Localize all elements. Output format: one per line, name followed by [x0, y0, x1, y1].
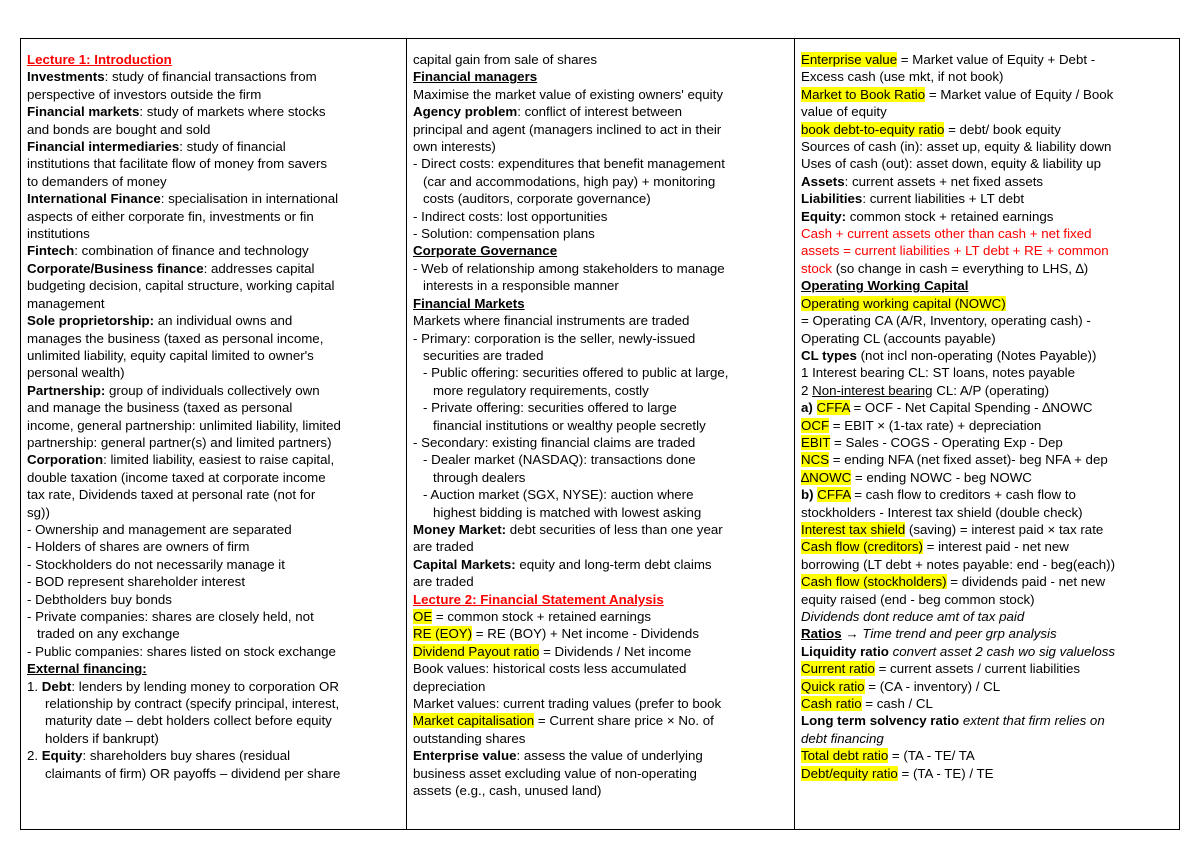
note-line: debt financing	[801, 730, 884, 746]
note-line: - Primary: corporation is the seller, newly-issued	[413, 330, 696, 346]
note-line: - Holders of shares are owners of firm	[27, 539, 250, 555]
note-line: Market to Book Ratio = Market value of Equity / Book	[801, 86, 1114, 102]
note-line: Liabilities: current liabilities + LT debt	[801, 191, 1025, 207]
note-line: stockholders - Interest tax shield (double check)	[801, 504, 1083, 520]
column-financial-managers	[407, 39, 795, 829]
note-line: Assets: current assets + net fixed assets	[801, 173, 1044, 189]
note-line: Enterprise value = Market value of Equity + Debt -	[801, 52, 1096, 67]
note-line: Market values: current trading values (prefer to book	[413, 696, 722, 712]
note-line: Excess cash (use mkt, if not book)	[801, 69, 1004, 85]
note-line: Corporate/Business finance: addresses capital	[27, 260, 315, 276]
column-ratios	[795, 39, 1179, 829]
note-line: Cash + current assets other than cash + net fixed	[801, 226, 1092, 242]
note-line: business asset excluding value of non-operating	[413, 765, 697, 781]
note-line: Capital Markets: equity and long-term debt claims	[413, 556, 712, 572]
note-line: Fintech: combination of finance and technology	[27, 243, 309, 259]
note-line: value of equity	[801, 104, 887, 120]
note-line: highest bidding is matched with lowest asking	[433, 504, 702, 520]
note-line: income, general partnership: unlimited liability, limited	[27, 417, 341, 433]
note-line: Operating Working Capital	[801, 278, 969, 294]
note-line: OE = common stock + retained earnings	[413, 609, 651, 624]
note-line: Long term solvency ratio extent that firm relies on	[801, 713, 1105, 729]
note-line: assets (e.g., cash, unused land)	[413, 783, 602, 799]
note-line: 1. Debt: lenders by lending money to corporation OR	[27, 678, 339, 694]
note-line: NCS = ending NFA (net fixed asset)- beg NFA + dep	[801, 452, 1108, 468]
note-line: OCF = EBIT × (1-tax rate) + depreciation	[801, 417, 1042, 433]
note-line: - Stockholders do not necessarily manage it	[27, 556, 285, 572]
note-line: Enterprise value: assess the value of underlying	[413, 748, 703, 764]
note-line: Cash ratio = cash / CL	[801, 696, 933, 712]
note-line: ∆NOWC = ending NOWC - beg NOWC	[801, 469, 1032, 485]
note-line: Agency problem: conflict of interest between	[413, 104, 683, 120]
note-line: unlimited liability, equity capital limited to owner's	[27, 347, 314, 363]
note-line: Ratios → Time trend and peer grp analysis	[801, 626, 1057, 642]
note-line: perspective of investors outside the firm	[27, 86, 262, 102]
note-line: - Private companies: shares are closely held, not	[27, 609, 314, 624]
note-line: maturity date – debt holders collect before equity	[45, 713, 332, 729]
note-line: double taxation (income taxed at corporate income	[27, 469, 326, 485]
note-line: 2. Equity: shareholders buy shares (residual	[27, 748, 291, 764]
note-line: Debt/equity ratio = (TA - TE) / TE	[801, 765, 994, 781]
note-line: Quick ratio = (CA - inventory) / CL	[801, 678, 1001, 694]
note-line: a) CFFA = OCF - Net Capital Spending - ∆NOWC	[801, 400, 1093, 416]
note-line: Sources of cash (in): asset up, equity & liability down	[801, 139, 1112, 155]
notes-table	[20, 38, 1180, 830]
note-line: - Private offering: securities offered to large	[423, 400, 677, 416]
note-line: capital gain from sale of shares	[413, 52, 598, 67]
note-line: - Secondary: existing financial claims are traded	[413, 434, 696, 450]
note-line: securities are traded	[423, 347, 544, 363]
note-line: Markets where financial instruments are traded	[413, 313, 690, 329]
note-line: outstanding shares	[413, 730, 526, 746]
note-line: - Dealer market (NASDAQ): transactions done	[423, 452, 696, 468]
note-line: Current ratio = current assets / current liabilities	[801, 661, 1080, 677]
note-line: Total debt ratio = (TA - TE/ TA	[801, 748, 975, 764]
note-line: Corporation: limited liability, easiest to raise capital,	[27, 452, 335, 468]
note-line: manages the business (taxed as personal income,	[27, 330, 324, 346]
note-line: Dividend Payout ratio = Dividends / Net income	[413, 643, 692, 659]
note-line: CL types (not incl non-operating (Notes Payable))	[801, 347, 1097, 363]
note-line: EBIT = Sales - COGS - Operating Exp - Dep	[801, 434, 1063, 450]
note-line: holders if bankrupt)	[45, 730, 159, 746]
note-line: stock (so change in cash = everything to LHS, ∆)	[801, 260, 1089, 276]
markets-lines	[413, 51, 788, 591]
note-line: Operating CL (accounts payable)	[801, 330, 996, 346]
note-line: sg))	[27, 504, 50, 520]
note-line: Interest tax shield (saving) = interest paid × tax rate	[801, 521, 1104, 537]
note-line: Equity: common stock + retained earnings	[801, 208, 1054, 224]
note-line: are traded	[413, 574, 474, 590]
note-line: - Auction market (SGX, NYSE): auction where	[423, 487, 694, 503]
note-line: Uses of cash (out): asset down, equity & liability up	[801, 156, 1102, 172]
note-line: financial institutions or wealthy people secretly	[433, 417, 706, 433]
note-line: book debt-to-equity ratio = debt/ book equity	[801, 121, 1061, 137]
note-line: own interests)	[413, 139, 496, 155]
note-line: borrowing (LT debt + notes payable: end - beg(each))	[801, 556, 1116, 572]
note-line: Partnership: group of individuals collectively own	[27, 382, 320, 398]
note-line: assets = current liabilities + LT debt + RE + common	[801, 243, 1109, 259]
lecture-1-heading: Lecture 1: Introduction	[27, 52, 172, 67]
note-line: are traded	[413, 539, 474, 555]
note-line: Maximise the market value of existing owners' equity	[413, 86, 723, 102]
note-line: 1 Interest bearing CL: ST loans, notes payable	[801, 365, 1075, 381]
note-line: - Public offering: securities offered to public at large,	[423, 365, 729, 381]
note-line: - Debtholders buy bonds	[27, 591, 172, 607]
note-line: institutions	[27, 226, 90, 242]
note-line: and manage the business (taxed as personal	[27, 400, 293, 416]
note-line: Dividends dont reduce amt of tax paid	[801, 609, 1025, 624]
note-line: - Web of relationship among stakeholders to manage	[413, 260, 725, 276]
note-line: to demanders of money	[27, 173, 167, 189]
external-financing-list	[27, 678, 400, 782]
note-line: depreciation	[413, 678, 486, 694]
note-line: relationship by contract (specify principal, interest,	[45, 696, 340, 712]
note-line: Corporate Governance	[413, 243, 558, 259]
note-line: - Ownership and management are separated	[27, 521, 292, 537]
note-line: Financial Markets	[413, 295, 525, 311]
note-line: Financial managers	[413, 69, 538, 85]
note-line: 2 Non-interest bearing CL: A/P (operating)	[801, 382, 1050, 398]
note-line: equity raised (end - beg common stock)	[801, 591, 1035, 607]
column-lecture-1	[21, 39, 407, 829]
note-line: Sole proprietorship: an individual owns and	[27, 313, 293, 329]
external-financing-heading: External financing:	[27, 661, 147, 677]
note-line: Cash flow (stockholders) = dividends paid - net new	[801, 574, 1106, 590]
note-line: International Finance: specialisation in international	[27, 191, 339, 207]
note-line: partnership: general partner(s) and limited partners)	[27, 434, 332, 450]
note-line: - BOD represent shareholder interest	[27, 574, 246, 590]
note-line: claimants of firm) OR payoffs – dividend per share	[45, 765, 341, 781]
note-line: Operating working capital (NOWC)	[801, 295, 1006, 311]
note-line: Money Market: debt securities of less than one year	[413, 521, 723, 537]
note-line: Financial intermediaries: study of financial	[27, 139, 286, 155]
note-line: RE (EOY) = RE (BOY) + Net income - Dividends	[413, 626, 699, 642]
lecture-2-heading: Lecture 2: Financial Statement Analysis	[413, 591, 664, 607]
note-line: and bonds are bought and sold	[27, 121, 211, 137]
note-line: interests in a responsible manner	[423, 278, 619, 294]
note-line: aspects of either corporate fin, investments or fin	[27, 208, 314, 224]
note-line: - Public companies: shares listed on stock exchange	[27, 643, 336, 659]
note-line: more regulatory requirements, costly	[433, 382, 649, 398]
note-line: traded on any exchange	[37, 626, 180, 642]
note-line: Financial markets: study of markets where stocks	[27, 104, 326, 120]
ratio-lines	[801, 51, 1173, 782]
note-line: institutions that facilitate flow of money from savers	[27, 156, 328, 172]
note-line: tax rate, Dividends taxed at personal rate (not for	[27, 487, 316, 503]
note-line: management	[27, 295, 105, 311]
lecture-1-lines	[27, 68, 400, 660]
note-line: through dealers	[433, 469, 526, 485]
note-line: Liquidity ratio convert asset 2 cash wo sig valueloss	[801, 643, 1116, 659]
note-line: Cash flow (creditors) = interest paid - net new	[801, 539, 1069, 555]
note-line: principal and agent (managers inclined to act in their	[413, 121, 722, 137]
note-line: b) CFFA = cash flow to creditors + cash flow to	[801, 487, 1076, 503]
note-line: - Indirect costs: lost opportunities	[413, 208, 608, 224]
note-line: Book values: historical costs less accumulated	[413, 661, 687, 677]
note-line: - Solution: compensation plans	[413, 226, 595, 242]
note-line: = Operating CA (A/R, Inventory, operating cash) -	[801, 313, 1091, 329]
statement-lines	[413, 608, 788, 799]
note-line: Market capitalisation = Current share price × No. of	[413, 713, 714, 729]
note-line: personal wealth)	[27, 365, 125, 381]
note-line: Investments: study of financial transactions from	[27, 69, 317, 85]
note-line: budgeting decision, capital structure, working capital	[27, 278, 335, 294]
note-line: (car and accommodations, high pay) + monitoring	[423, 173, 716, 189]
note-line: costs (auditors, corporate governance)	[423, 191, 651, 207]
note-line: - Direct costs: expenditures that benefit management	[413, 156, 725, 172]
